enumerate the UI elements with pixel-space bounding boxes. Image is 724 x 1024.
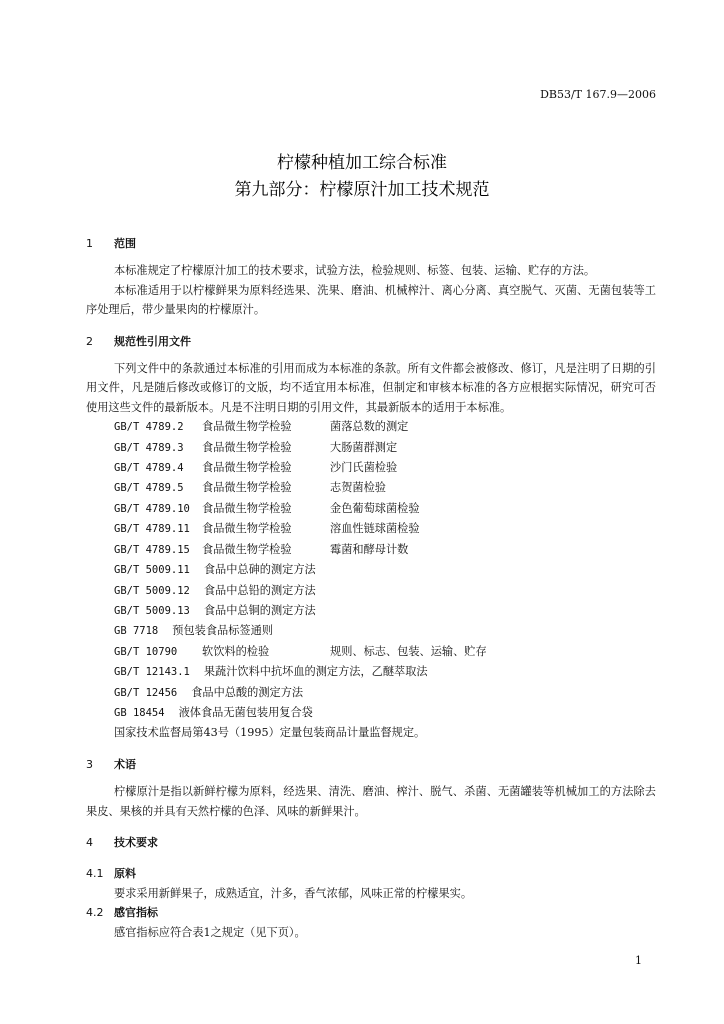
- reference-item: [86, 540, 656, 560]
- reference-item: [86, 519, 656, 539]
- reference-subtitle: 沙门氏菌检验: [330, 461, 398, 475]
- reference-title: 食品微生物学检验: [202, 440, 292, 454]
- reference-item: [86, 662, 656, 682]
- reference-code: GB 18454: [114, 706, 165, 719]
- reference-item: [86, 560, 656, 580]
- subsection-heading: 4.1 原料: [86, 867, 136, 881]
- reference-code: GB/T 5009.11: [114, 564, 190, 577]
- reference-item: [86, 478, 656, 498]
- document-subtitle: 第九部分：柠檬原汁加工技术规范: [234, 180, 490, 200]
- paragraph: 感官指标应符合表1之规定（见下页）。: [114, 925, 306, 939]
- reference-code: GB/T 4789.5: [114, 482, 184, 495]
- reference-title: 食品微生物学检验: [202, 501, 292, 515]
- reference-code: GB/T 5009.12: [114, 584, 190, 597]
- reference-item: [86, 581, 656, 601]
- reference-subtitle: 志贺菌检验: [330, 481, 386, 495]
- subsection-heading: 4.2 感官指标: [86, 906, 158, 920]
- reference-title: 食品中总酸的测定方法: [191, 685, 304, 699]
- reference-subtitle: 菌落总数的测定: [330, 420, 409, 434]
- reference-subtitle: 金色葡萄球菌检验: [330, 501, 420, 515]
- reference-code: GB 7718: [114, 625, 159, 638]
- reference-list: [86, 417, 656, 723]
- reference-item: [86, 683, 656, 703]
- reference-title: 食品微生物学检验: [202, 461, 292, 475]
- reference-code: GB/T 4789.2: [114, 421, 184, 434]
- document-title: 柠檬种植加工综合标准: [277, 153, 447, 173]
- reference-code: GB/T 4789.3: [114, 441, 184, 454]
- reference-code: GB/T 4789.11: [114, 523, 190, 536]
- section-heading: 1 范围: [86, 237, 136, 250]
- reference-title: 食品微生物学检验: [202, 481, 292, 495]
- reference-item: [86, 417, 656, 437]
- reference-code: GB/T 4789.4: [114, 462, 184, 475]
- document-body: [86, 234, 656, 942]
- reference-note: 国家技术监督局第43号（1995）定量包装商品计量监督规定。: [114, 726, 426, 740]
- reference-code: GB/T 4789.10: [114, 502, 190, 515]
- reference-item: [86, 601, 656, 621]
- reference-title: 食品微生物学检验: [202, 420, 292, 434]
- reference-item: [86, 703, 656, 723]
- section-heading: 2 规范性引用文件: [86, 334, 191, 348]
- reference-code: GB/T 12143.1: [114, 666, 190, 679]
- paragraph: 柠檬原汁是指以新鲜柠檬为原料，经选果、清洗、磨油、榨汁、脱气、杀菌、无菌罐装等机械加工的方法除去果皮、果核的并具有天然柠檬的色泽、风味的新鲜果汁。: [86, 785, 656, 818]
- reference-item: [86, 499, 656, 519]
- reference-subtitle: 大肠菌群测定: [330, 440, 398, 454]
- reference-title: 预包装食品标签通则: [172, 624, 273, 638]
- paragraph: 本标准适用于以柠檬鲜果为原料经选果、洗果、磨油、机械榨汁、离心分离、真空脱气、灭菌、无菌包装等工序处理后，带少量果肉的柠檬原汁。: [86, 283, 656, 317]
- reference-item: [86, 458, 656, 478]
- paragraph: 本标准规定了柠檬原汁加工的技术要求，试验方法，检验规则、标签、包装、运输、贮存的方法。: [114, 264, 596, 278]
- reference-title: 食品中总铜的测定方法: [203, 603, 316, 617]
- section-heading: 3 术语: [86, 757, 136, 771]
- reference-subtitle: 溶血性链球菌检验: [330, 522, 420, 536]
- reference-subtitle: 霉菌和酵母计数: [330, 542, 409, 556]
- reference-title: 果蔬汁饮料中抗坏血的测定方法，乙醚萃取法: [203, 665, 428, 679]
- reference-item: [86, 438, 656, 458]
- page-number: 1: [635, 954, 642, 967]
- reference-title: 食品中总砷的测定方法: [203, 563, 316, 577]
- reference-title: 食品微生物学检验: [202, 542, 292, 556]
- section-heading: 4 技术要求: [86, 835, 158, 849]
- reference-code: GB/T 12456: [114, 686, 178, 699]
- standard-number: DB53/T 167.9—2006: [540, 88, 656, 101]
- reference-code: GB/T 4789.15: [114, 543, 190, 556]
- reference-title: 软饮料的检验: [202, 644, 270, 658]
- reference-subtitle: 规则、标志、包装、运输、贮存: [330, 644, 487, 658]
- reference-title: 液体食品无菌包装用复合袋: [178, 705, 313, 719]
- reference-item: [86, 621, 656, 641]
- reference-code: GB/T 10790: [114, 645, 178, 658]
- paragraph: 下列文件中的条款通过本标准的引用而成为本标准的条款。所有文件都会被修改、修订，凡是注明了日期的引用文件，凡是随后修改或修订的文版，均不适宜用本标准，但制定和审核本标准的各方应根据实际情况，研究可否使用这些文件的最新版本。凡是不注明日期的引用文件，其最新版本的适用于本标准。: [86, 362, 656, 414]
- reference-title: 食品中总铅的测定方法: [203, 583, 316, 597]
- reference-title: 食品微生物学检验: [202, 522, 292, 536]
- paragraph: 要求采用新鲜果子，成熟适宜，汁多，香气浓郁，风味正常的柠檬果实。: [114, 886, 473, 900]
- reference-item: [86, 642, 656, 662]
- reference-code: GB/T 5009.13: [114, 604, 190, 617]
